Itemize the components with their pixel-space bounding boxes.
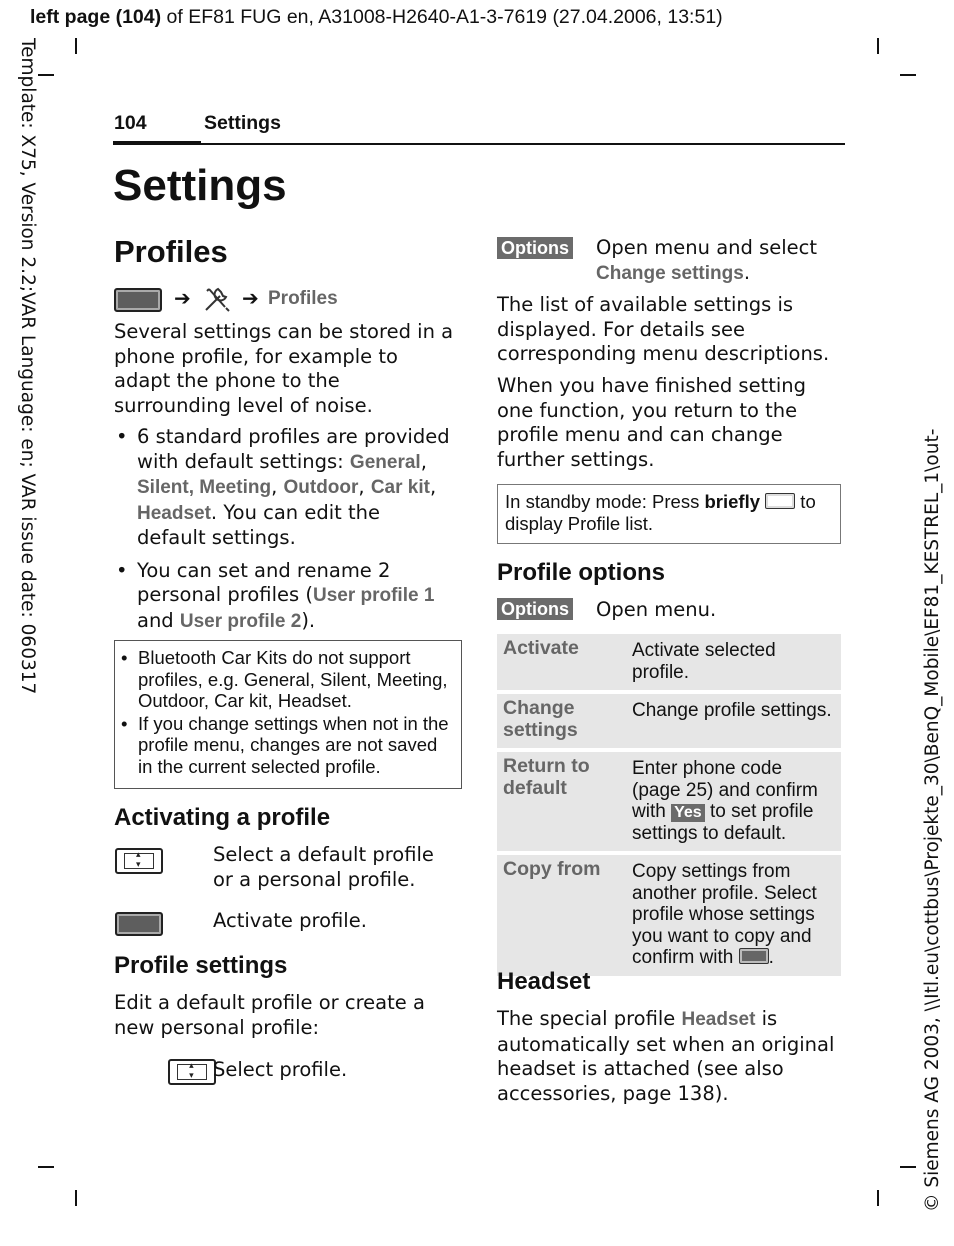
profile-options-heading: Profile options bbox=[497, 559, 665, 586]
crop-mark bbox=[75, 38, 77, 54]
option-desc bbox=[626, 752, 841, 851]
headset-heading: Headset bbox=[497, 968, 591, 995]
path-label: Profiles bbox=[268, 288, 338, 309]
settings-step-select: Select profile. bbox=[213, 1058, 348, 1081]
tip-bold: briefly bbox=[704, 491, 761, 512]
text: . bbox=[768, 947, 774, 968]
option-key: Copy from bbox=[497, 855, 626, 976]
profile-bullets bbox=[114, 425, 454, 642]
crop-mark bbox=[38, 74, 54, 76]
menu-path bbox=[114, 285, 454, 315]
menu-term: User profile 2 bbox=[179, 610, 302, 632]
softkey-icon bbox=[115, 912, 163, 936]
crop-mark bbox=[900, 1166, 916, 1168]
activate-step-activate: Activate profile. bbox=[213, 909, 367, 932]
note-box bbox=[114, 640, 462, 789]
option-key: Change settings bbox=[497, 694, 626, 748]
file-header-rest: of EF81 FUG en, A31008-H2640-A1-3-7619 (27.04.2006, 13:51) bbox=[161, 6, 723, 28]
text: to set profile settings to default. bbox=[632, 801, 814, 844]
profile-options-table bbox=[497, 630, 841, 980]
text: , bbox=[429, 475, 437, 498]
page-title: Settings bbox=[113, 161, 287, 210]
text: and bbox=[137, 608, 180, 632]
softkey-small-icon bbox=[739, 948, 769, 964]
menu-term: Outdoor bbox=[283, 477, 359, 498]
file-header-bold: left page (104) bbox=[30, 6, 162, 28]
text: . bbox=[743, 260, 751, 284]
options-softkey: Options bbox=[497, 237, 573, 259]
softkey-icon bbox=[114, 288, 162, 312]
menu-term: Headset bbox=[681, 1009, 756, 1030]
open-menu-instruction bbox=[596, 236, 846, 286]
profile-settings-heading: Profile settings bbox=[114, 952, 288, 979]
menu-term: Silent, Meeting bbox=[137, 477, 272, 498]
wrench-icon bbox=[200, 283, 234, 319]
option-key: Activate bbox=[497, 634, 626, 690]
arrow-right-icon: ➔ bbox=[174, 286, 191, 310]
text: ). bbox=[301, 608, 316, 632]
option-desc bbox=[626, 855, 841, 976]
text: Copy settings from another profile. Select profile whose settings you want to copy and confirm with bbox=[632, 861, 817, 968]
open-menu-short: Open menu. bbox=[596, 598, 717, 621]
text: , bbox=[271, 475, 284, 498]
crop-mark bbox=[900, 74, 916, 76]
table-row bbox=[497, 634, 841, 690]
note-item: • If you change settings when not in the profile menu, changes are not saved in the current selected profile. bbox=[115, 713, 451, 778]
crop-mark bbox=[38, 1166, 54, 1168]
text: . You can edit the default settings. bbox=[137, 500, 380, 549]
activate-step-select: Select a default profile or a personal profile. bbox=[213, 843, 434, 891]
table-row bbox=[497, 855, 841, 976]
text: Enter phone code (page 25) and confirm with bbox=[632, 758, 818, 822]
side-template-text: Template: X75, Version 2.2;VAR Language: en; VAR issue date: 060317 bbox=[17, 38, 38, 695]
option-desc: Change profile settings. bbox=[626, 694, 841, 748]
text: , bbox=[420, 449, 427, 473]
text: Open menu and select bbox=[596, 236, 818, 259]
activating-heading: Activating a profile bbox=[114, 804, 331, 831]
table-row bbox=[497, 694, 841, 748]
table-row bbox=[497, 752, 841, 851]
menu-term: Headset bbox=[137, 502, 211, 524]
page-number: 104 bbox=[114, 112, 147, 134]
profiles-heading: Profiles bbox=[114, 234, 228, 269]
text: to display Profile list. bbox=[505, 491, 816, 534]
menu-term: Change settings bbox=[596, 262, 744, 284]
text: The special profile bbox=[497, 1007, 682, 1030]
header-rule bbox=[113, 143, 845, 145]
options-softkey: Options bbox=[497, 598, 573, 620]
option-key: Return to default bbox=[497, 752, 626, 851]
profile-settings-intro: Edit a default profile or create a new personal profile: bbox=[114, 991, 425, 1039]
menu-term: User profile 1 bbox=[312, 585, 435, 606]
yes-softkey: Yes bbox=[671, 804, 705, 822]
crop-mark bbox=[877, 38, 879, 54]
side-copyright-text: © Siemens AG 2003, \\Itl.eu\cottbus\Projekte_30\BenQ_Mobile\EF81_KESTREL_1\out- bbox=[922, 428, 943, 1212]
menu-term: General bbox=[349, 451, 421, 473]
arrow-right-icon: ➔ bbox=[242, 286, 259, 310]
list-item bbox=[114, 425, 454, 551]
file-header-line bbox=[30, 6, 723, 29]
list-paragraph: The list of available settings is displayed. For details see corresponding menu descriptions. bbox=[497, 293, 830, 365]
option-desc: Activate selected profile. bbox=[626, 634, 841, 690]
standby-tip-box bbox=[497, 484, 841, 544]
running-section: Settings bbox=[204, 112, 281, 134]
text: You can set and rename 2 personal profiles ( bbox=[137, 558, 391, 606]
list-item bbox=[114, 559, 454, 635]
headset-paragraph bbox=[497, 1007, 839, 1106]
text: , bbox=[358, 475, 371, 498]
intro-paragraph: Several settings can be stored in a phone profile, for example to adapt the phone to the surrounding level of noise. bbox=[114, 320, 454, 417]
text: is automatically set when an original headset is attached (see also accessories, page 138). bbox=[497, 1007, 835, 1105]
navigation-key-icon bbox=[115, 848, 163, 874]
menu-term: Car kit bbox=[370, 477, 430, 498]
text: 6 standard profiles are provided with default settings: bbox=[137, 425, 450, 473]
note-item: • Bluetooth Car Kits do not support profiles, e.g. General, Silent, Meeting, Outdoor, Car kit, Headset. bbox=[115, 647, 451, 712]
crop-mark bbox=[75, 1190, 77, 1206]
crop-mark bbox=[877, 1190, 879, 1206]
text: In standby mode: Press bbox=[505, 491, 705, 512]
softkey-small-icon bbox=[765, 493, 795, 509]
navigation-key-icon bbox=[168, 1059, 216, 1085]
finish-paragraph: When you have finished setting one function, you return to the profile menu and can change further settings. bbox=[497, 374, 807, 471]
